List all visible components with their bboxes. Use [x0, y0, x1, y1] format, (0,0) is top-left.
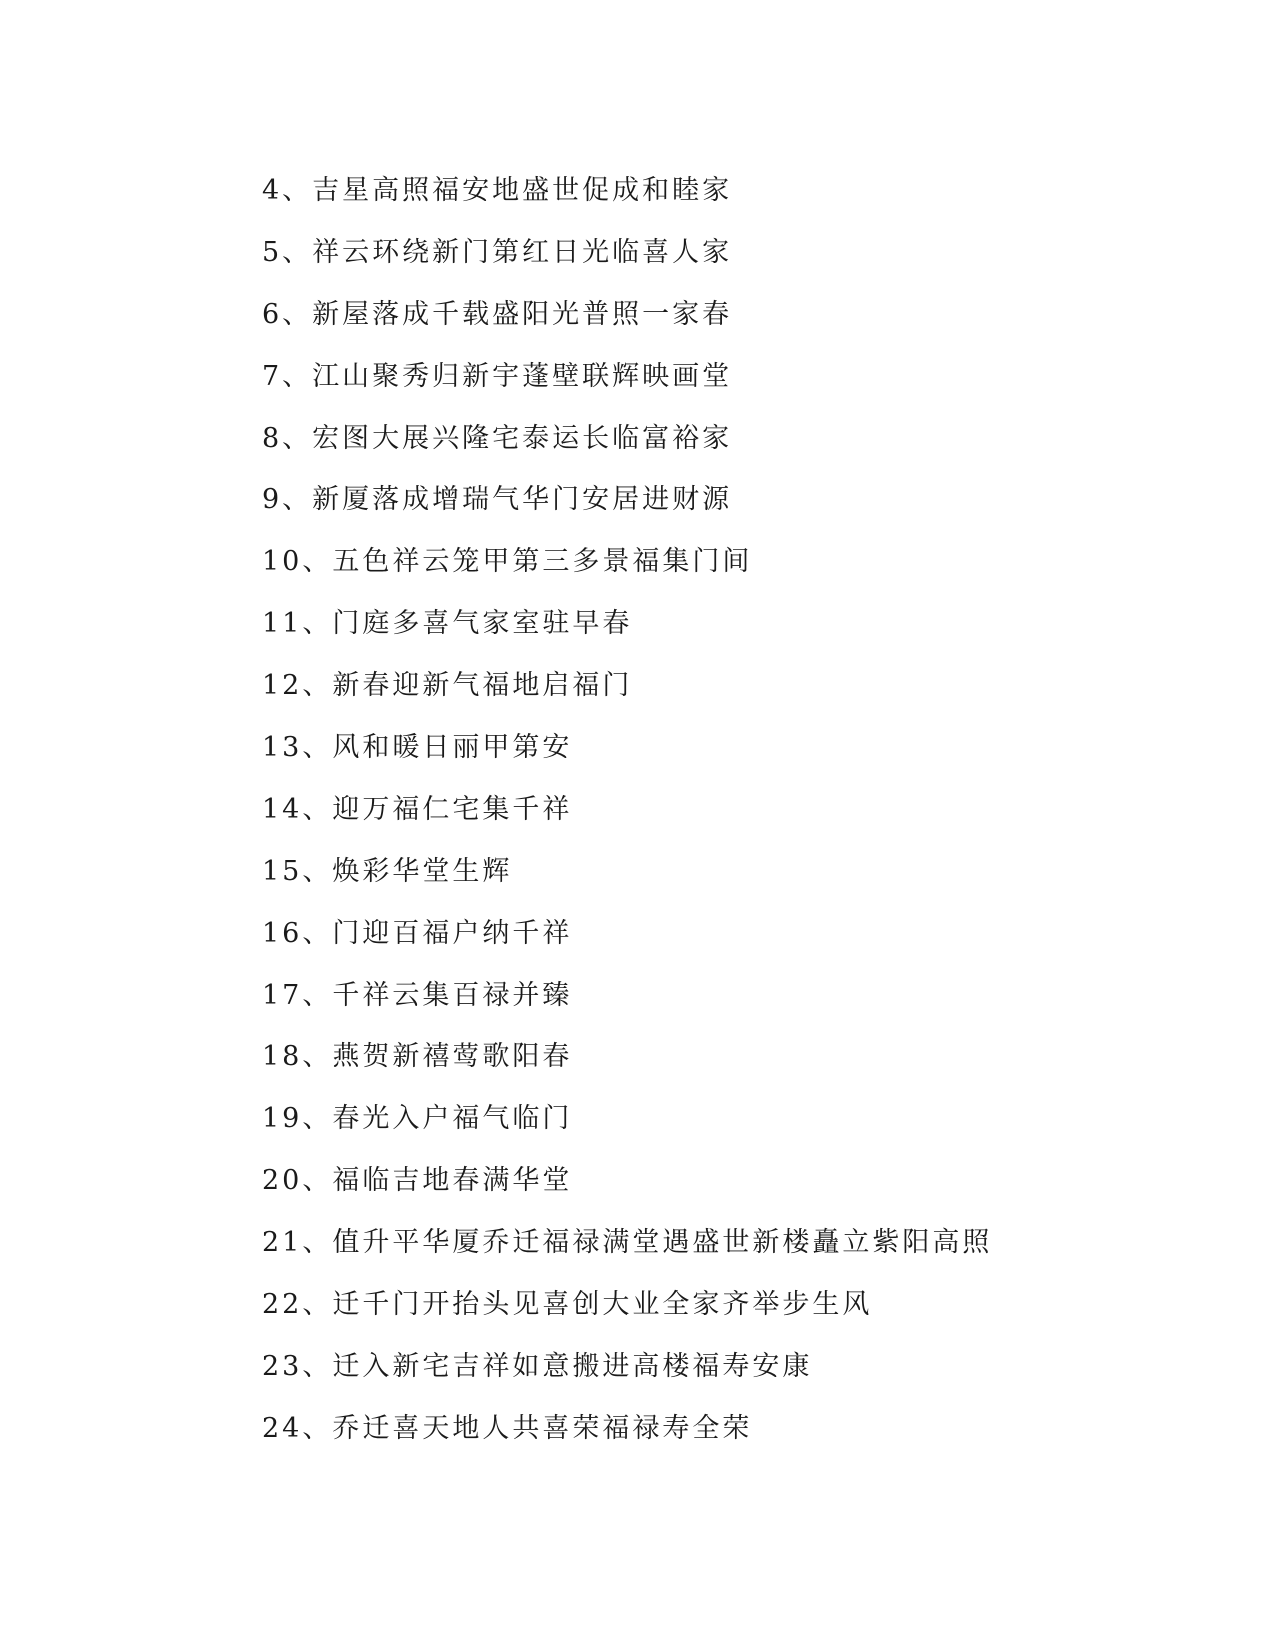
- list-item: 18、燕贺新禧莺歌阳春: [262, 1041, 573, 1073]
- couplet-list: [262, 160, 992, 1460]
- list-item: 22、迁千门开抬头见喜创大业全家齐举步生风: [262, 1289, 873, 1321]
- list-item: 7、江山聚秀归新宇蓬壁联辉映画堂: [262, 360, 733, 392]
- list-item: 16、门迎百福户纳千祥: [262, 917, 573, 949]
- list-item: 11、门庭多喜气家室驻早春: [262, 608, 633, 640]
- list-item: 13、风和暖日丽甲第安: [262, 732, 573, 764]
- list-item: 17、千祥云集百禄并臻: [262, 979, 573, 1011]
- list-item: 15、焕彩华堂生辉: [262, 855, 513, 887]
- list-item: 14、迎万福仁宅集千祥: [262, 793, 573, 825]
- list-item: 4、吉星高照福安地盛世促成和睦家: [262, 175, 733, 206]
- list-item: 23、迁入新宅吉祥如意搬进高楼福寿安康: [262, 1350, 813, 1382]
- list-item: 9、新厦落成增瑞气华门安居进财源: [262, 484, 733, 516]
- list-item: 8、宏图大展兴隆宅泰运长临富裕家: [262, 422, 733, 454]
- list-item: 19、春光入户福气临门: [262, 1103, 573, 1135]
- list-item: 6、新屋落成千载盛阳光普照一家春: [262, 298, 733, 330]
- list-item: 5、祥云环绕新门第红日光临喜人家: [262, 236, 733, 268]
- list-item: 12、新春迎新气福地启福门: [262, 670, 633, 702]
- list-item: 21、值升平华厦乔迁福禄满堂遇盛世新楼矗立紫阳高照: [262, 1227, 993, 1259]
- list-item: 10、五色祥云笼甲第三多景福集门间: [262, 546, 753, 578]
- list-item: 24、乔迁喜天地人共喜荣福禄寿全荣: [262, 1412, 753, 1444]
- list-item: 20、福临吉地春满华堂: [262, 1165, 573, 1197]
